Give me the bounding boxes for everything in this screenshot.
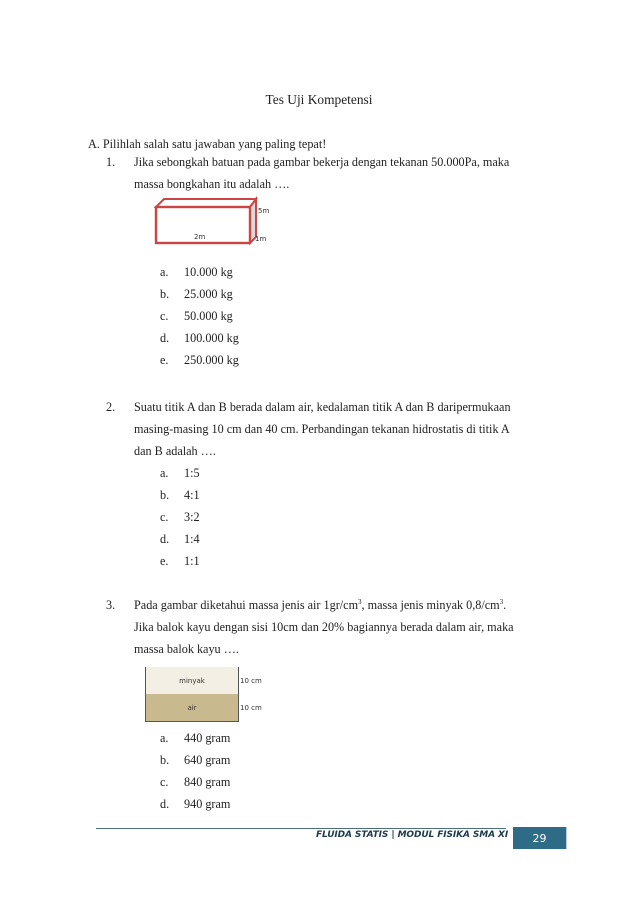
q1-option-a-text: 10.000 kg (184, 265, 233, 279)
rock-width-label: 1m (255, 235, 267, 243)
q2-option-e-text: 1:1 (184, 554, 200, 568)
q2-option-c-letter: c. (160, 510, 169, 524)
question-2-line-2: masing-masing 10 cm dan 40 cm. Perbandingan tekanan hidrostatis di titik A (134, 422, 510, 436)
question-3-line-3: massa balok kayu …. (134, 642, 239, 656)
question-2-number: 2. (106, 400, 116, 414)
question-2-line-3: dan B adalah …. (134, 444, 216, 458)
oil-layer-label: minyak (179, 676, 205, 685)
q1-option-c-letter: c. (160, 309, 169, 323)
page-number: 29 (513, 827, 566, 849)
oil-depth-label: 10 cm (240, 677, 262, 685)
q1-option-d-text: 100.000 kg (184, 331, 239, 345)
q1-option-b-letter: b. (160, 287, 170, 301)
question-3-number: 3. (106, 598, 116, 612)
q3-option-c-letter: c. (160, 775, 169, 789)
q2-option-c-text: 3:2 (184, 510, 200, 524)
question-2-line-1: Suatu titik A dan B berada dalam air, kedalaman titik A dan B daripermukaan (134, 400, 511, 414)
q2-option-d-letter: d. (160, 532, 170, 546)
section-instruction: A. Pilihlah salah satu jawaban yang paling tepat! (88, 137, 327, 151)
question-3-line-1: Pada gambar diketahui massa jenis air $1gr/cm^3$, massa jenis minyak $0,8/cm^3$. (134, 597, 507, 612)
rock-length-label: 2m (194, 233, 206, 241)
q2-option-b-text: 4:1 (184, 488, 200, 502)
q1-option-e-text: 250.000 kg (184, 353, 239, 367)
question-1-line-1: Jika sebongkah batuan pada gambar bekerja dengan tekanan 50.000Pa, maka (134, 155, 510, 169)
q1-option-c-text: 50.000 kg (184, 309, 233, 323)
liquid-container-figure (145, 667, 239, 722)
q3-option-a-letter: a. (160, 731, 169, 745)
q1-option-a-letter: a. (160, 265, 169, 279)
q2-option-b-letter: b. (160, 488, 170, 502)
rock-height-label: 5m (258, 207, 270, 215)
q3-option-b-letter: b. (160, 753, 170, 767)
q3-option-c-text: 840 gram (184, 775, 231, 789)
q3-option-d-letter: d. (160, 797, 170, 811)
q2-option-a-letter: a. (160, 466, 169, 480)
water-layer-label: air (187, 703, 197, 712)
question-3-line-2: Jika balok kayu dengan sisi 10cm dan 20% bagiannya berada dalam air, maka (134, 620, 514, 634)
water-layer (146, 694, 238, 721)
oil-layer (146, 667, 238, 695)
footer-rule (96, 828, 506, 829)
footer-title: FLUIDA STATIS | MODUL FISIKA SMA XI (316, 830, 509, 840)
question-1-line-2: massa bongkahan itu adalah …. (134, 177, 290, 191)
water-depth-label: 10 cm (240, 704, 262, 712)
q2-option-a-text: 1:5 (184, 466, 200, 480)
q3-option-d-text: 940 gram (184, 797, 231, 811)
q3-option-b-text: 640 gram (184, 753, 231, 767)
q2-option-e-letter: e. (160, 554, 169, 568)
q2-option-d-text: 1:4 (184, 532, 200, 546)
question-1-number: 1. (106, 155, 116, 169)
q1-option-d-letter: d. (160, 331, 170, 345)
q1-option-e-letter: e. (160, 353, 169, 367)
q1-option-b-text: 25.000 kg (184, 287, 233, 301)
q3-option-a-text: 440 gram (184, 731, 231, 745)
page-title: Tes Uji Kompetensi (265, 92, 373, 107)
